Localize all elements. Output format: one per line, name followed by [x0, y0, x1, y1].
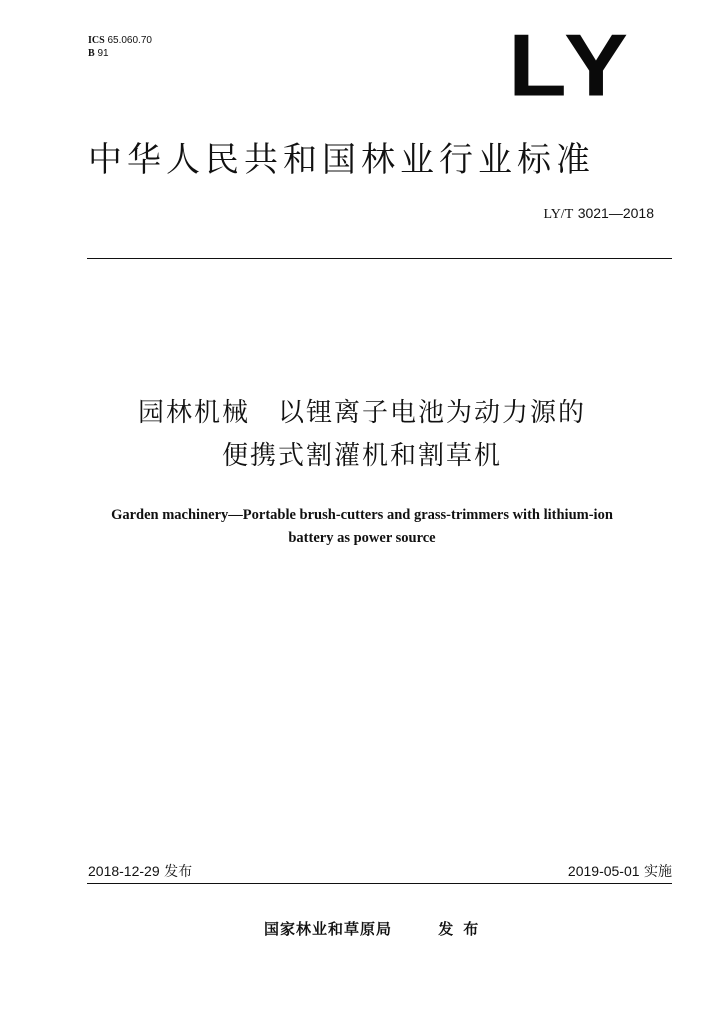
- issue-label: 发布: [164, 864, 193, 880]
- title-cn-line1: [62, 392, 662, 434]
- classification-block: [88, 34, 152, 60]
- title-en-line2: battery as power source: [288, 530, 436, 546]
- ics-code: [88, 34, 152, 47]
- ics-label: ICS: [88, 35, 105, 46]
- issuer-verb: 发布: [438, 920, 489, 938]
- title-cn-part2: 以锂离子电池为动力源的: [278, 398, 587, 428]
- organization-title: 中华人民共和国林业行业标准: [88, 140, 595, 180]
- title-en-line1: Garden machinery—Portable brush-cutters and grass-trimmers with lithium-ion: [111, 507, 613, 523]
- top-divider: [87, 258, 672, 259]
- standard-number: [544, 204, 654, 224]
- implementation-date-block: [568, 862, 672, 881]
- bottom-divider: [87, 883, 672, 884]
- implementation-label: 实施: [644, 864, 672, 880]
- ccs-code: [88, 47, 152, 60]
- issuer-block: [264, 918, 488, 940]
- issuer-name: 国家林业和草原局: [264, 920, 393, 938]
- issue-date: 2018-12-29: [88, 863, 160, 879]
- standard-number-value: 3021—2018: [577, 205, 654, 221]
- issue-date-block: [88, 862, 192, 881]
- title-cn-part1: 园林机械: [137, 398, 250, 428]
- ccs-value: 91: [97, 48, 109, 59]
- standard-mark-logo: LY: [508, 16, 634, 115]
- title-cn-line2: 便携式割灌机和割草机: [221, 441, 502, 471]
- implementation-date: 2019-05-01: [567, 863, 640, 879]
- standard-code: LY/T: [543, 207, 574, 222]
- ccs-label: B: [88, 48, 95, 59]
- ics-value: 65.060.70: [107, 35, 152, 46]
